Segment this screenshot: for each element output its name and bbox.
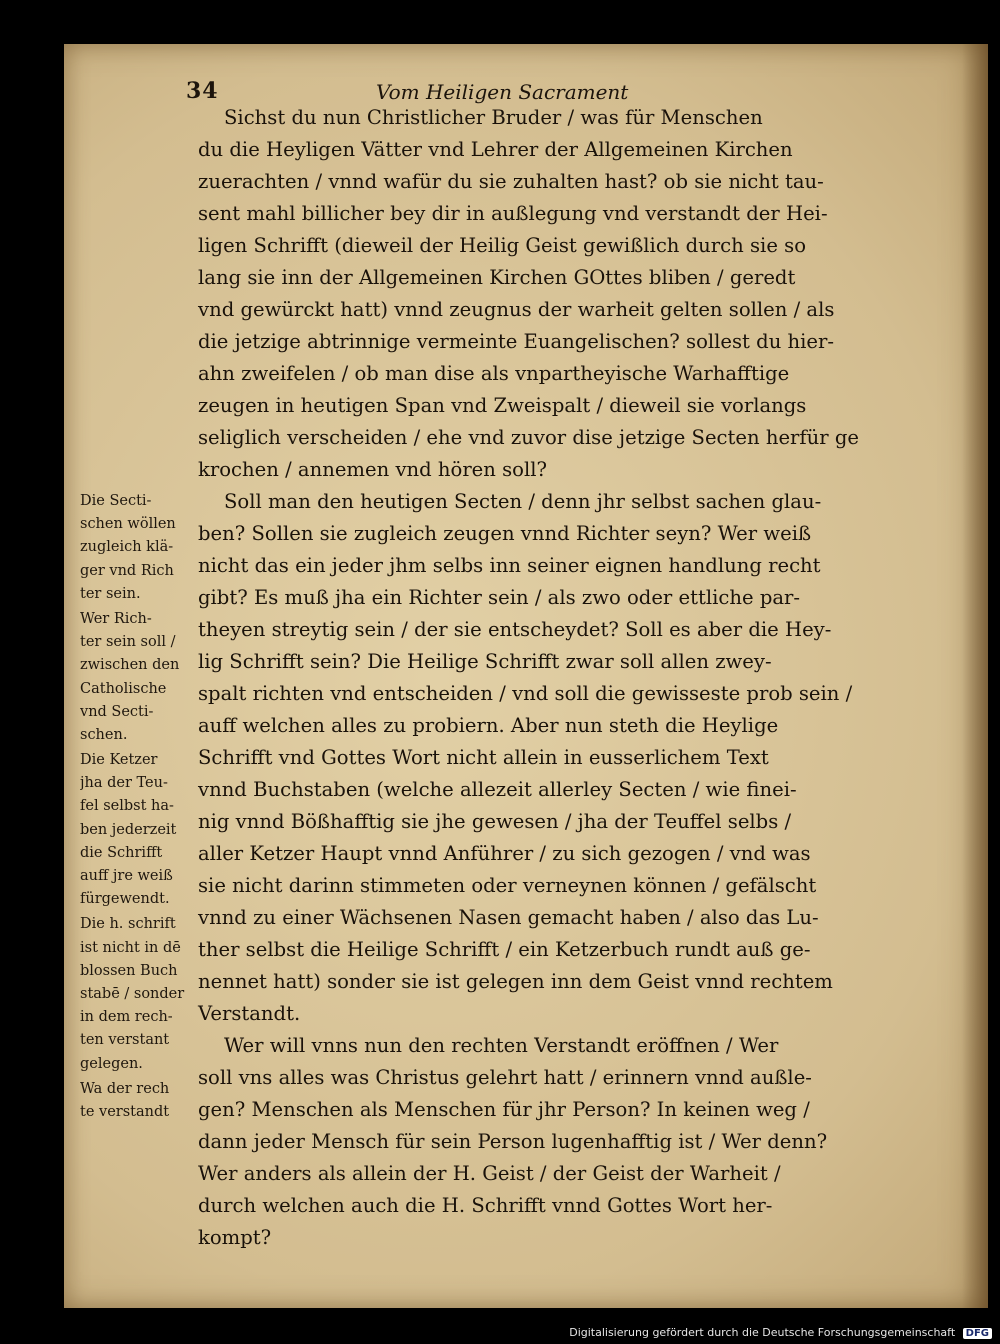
text-line: gibt? Es muß jha ein Richter sein / als zwo oder ettliche par-	[198, 586, 801, 609]
margin-note-line: schen.	[80, 726, 128, 743]
text-line: soll vns alles was Christus gelehrt hatt / erinnern vnnd außle-	[198, 1066, 812, 1089]
text-line: Wer anders als allein der H. Geist / der Geist der Warheit /	[198, 1162, 781, 1185]
margin-note	[80, 608, 204, 747]
main-text-block	[198, 102, 860, 1254]
margin-note	[80, 1078, 204, 1124]
margin-note	[80, 749, 204, 911]
margin-note-line: Die Secti-	[80, 493, 152, 509]
text-line: sent mahl billicher bey dir in außlegung vnd verstandt der Hei-	[198, 202, 828, 225]
text-line: dann jeder Mensch für sein Person lugenhafftig ist / Wer denn?	[198, 1130, 828, 1153]
text-line: ben? Sollen sie zugleich zeugen vnnd Richter seyn? Wer weiß	[198, 522, 812, 545]
text-line: auff welchen alles zu probiern. Aber nun steth die Heylige	[198, 714, 779, 737]
text-line: vnd gewürckt hatt) vnnd zeugnus der warheit gelten sollen / als	[198, 298, 835, 321]
text-line: theyen streytig sein / der sie entscheydet? Soll es aber die Hey-	[198, 618, 832, 641]
margin-note-line: Catholische	[80, 680, 167, 697]
margin-notes	[80, 490, 204, 1126]
margin-note-line: ben jederzeit	[80, 821, 177, 838]
text-line: nicht das ein jeder jhm selbs inn seiner eignen handlung recht	[198, 554, 821, 577]
text-line: nennet hatt) sonder sie ist gelegen inn dem Geist vnnd rechtem	[198, 970, 833, 993]
margin-note-line: ten verstant	[80, 1032, 170, 1049]
text-line: ahn zweifelen / ob man dise als vnpartheyische Warhafftige	[198, 362, 790, 385]
margin-note-line: jha der Teu-	[80, 775, 168, 792]
text-line: zeugen in heutigen Span vnd Zweispalt / dieweil sie vorlangs	[198, 394, 807, 417]
text-line: krochen / annemen vnd hören soll?	[198, 458, 548, 481]
margin-note-line: die Schrifft	[80, 844, 163, 861]
text-line: Wer will vnns nun den rechten Verstandt eröffnen / Wer	[224, 1034, 779, 1057]
text-line: Schrifft vnd Gottes Wort nicht allein in eusserlichem Text	[198, 746, 769, 769]
margin-note-line: Wer Rich-	[80, 610, 152, 627]
margin-note-line: in dem rech-	[80, 1009, 173, 1026]
text-line: gen? Menschen als Menschen für jhr Person? In keinen weg /	[198, 1098, 810, 1121]
text-line: seliglich verscheiden / ehe vnd zuvor dise jetzige Secten herfür ge	[198, 426, 860, 449]
margin-note-line: te verstandt	[80, 1103, 170, 1120]
margin-note-line: ter sein.	[80, 585, 141, 602]
dfg-logo: DFG	[963, 1328, 992, 1339]
margin-note-line: auff jre weiß	[80, 868, 173, 884]
margin-note-line: Wa der rech	[80, 1080, 170, 1097]
margin-note	[80, 490, 204, 606]
text-line: du die Heyligen Vätter vnd Lehrer der Allgemeinen Kirchen	[198, 138, 793, 161]
text-line: Sichst du nun Christlicher Bruder / was für Menschen	[224, 106, 763, 129]
text-line: ligen Schrifft (dieweil der Heilig Geist gewißlich durch sie so	[198, 234, 806, 257]
text-line: sie nicht darinn stimmeten oder verneynen können / gefälscht	[198, 874, 817, 897]
credit-text: Digitalisierung gefördert durch die Deutsche Forschungsgemeinschaft	[569, 1326, 956, 1339]
margin-note-line: blossen Buch	[80, 962, 178, 979]
margin-note-line: schen wöllen	[80, 516, 176, 533]
page-edge-shadow	[962, 44, 988, 1308]
margin-note-line: fel selbst ha-	[80, 798, 174, 815]
text-line: vnnd zu einer Wächsenen Nasen gemacht haben / also das Lu-	[198, 906, 819, 929]
margin-note-line: vnd Secti-	[80, 703, 154, 720]
margin-note-line: gelegen.	[80, 1055, 143, 1072]
page-number: 34	[186, 78, 219, 104]
text-line: zuerachten / vnnd wafür du sie zuhalten hast? ob sie nicht tau-	[198, 170, 824, 193]
text-line: vnnd Buchstaben (welche allezeit allerley Secten / wie finei-	[198, 778, 797, 801]
text-line: lang sie inn der Allgemeinen Kirchen GOttes bliben / geredt	[198, 266, 796, 289]
margin-note-line: stabē / sonder	[80, 985, 185, 1002]
margin-note	[80, 913, 204, 1075]
text-line: lig Schrifft sein? Die Heilige Schrifft zwar soll allen zwey-	[198, 650, 772, 673]
digitization-credit	[569, 1326, 992, 1339]
running-title: Vom Heiligen Sacrament	[376, 80, 629, 104]
margin-note-line: ist nicht in dē	[80, 939, 181, 956]
text-line: kompt?	[198, 1226, 272, 1249]
text-line: Verstandt.	[198, 1002, 301, 1025]
margin-note-line: zwischen den	[80, 657, 180, 674]
margin-note-line: Die Ketzer	[80, 752, 158, 769]
margin-note-line: Die h. schrift	[80, 916, 176, 933]
margin-note-line: ter sein soll /	[80, 634, 176, 651]
margin-note-line: zugleich klä-	[80, 539, 174, 556]
text-line: die jetzige abtrinnige vermeinte Euangelischen? sollest du hier-	[198, 330, 835, 353]
running-head	[186, 78, 746, 104]
margin-note-line: ger vnd Rich	[80, 562, 174, 579]
text-line: spalt richten vnd entscheiden / vnd soll die gewisseste prob sein /	[198, 682, 853, 705]
text-line: aller Ketzer Haupt vnnd Anführer / zu sich gezogen / vnd was	[198, 842, 811, 865]
text-line: durch welchen auch die H. Schrifft vnnd Gottes Wort her-	[198, 1194, 773, 1217]
text-line: Soll man den heutigen Secten / denn jhr selbst sachen glau-	[224, 490, 822, 513]
text-line: ther selbst die Heilige Schrifft / ein Ketzerbuch rundt auß ge-	[198, 938, 811, 961]
margin-note-line: fürgewendt.	[80, 891, 170, 908]
text-line: nig vnnd Bößhafftig sie jhe gewesen / jha der Teuffel selbs /	[198, 810, 792, 833]
